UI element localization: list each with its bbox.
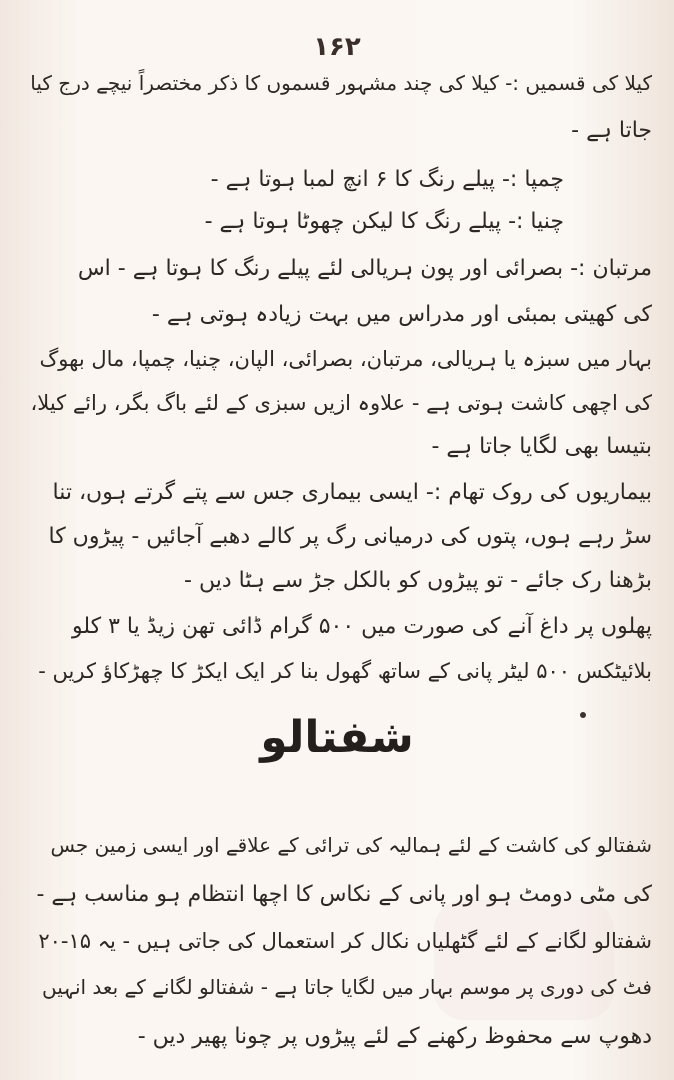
page-stain — [434, 900, 614, 1020]
page-number: ۱۶۲ — [313, 32, 361, 62]
text-line: کی اچھی کاشت ہوتی ہے - علاوہ ازیں سبزی کے لئے باگ بگر، رائے کیلا، — [30, 391, 652, 415]
text-line: بہار میں سبزہ یا ہریالی، مرتبان، بصرائی، الپان، چنیا، چمپا، مال بھوگ — [39, 347, 652, 371]
section-heading: شفتالو — [260, 712, 414, 763]
text-line: کی کھیتی بمبئی اور مدراس میں بہت زیادہ ہوتی ہے - — [151, 302, 652, 327]
text-line: شفتالو کی کاشت کے لئے ہمالیہ کی ترائی کے علاقے اور ایسی زمین جس — [50, 833, 652, 857]
text-line: دھوپ سے محفوظ رکھنے کے لئے پیڑوں پر چونا پھیر دیں - — [137, 1024, 652, 1049]
text-line: کی مٹی دومٹ ہو اور پانی کے نکاس کا اچھا انتظام ہو مناسب ہے - — [36, 882, 652, 907]
text-line: شفتالو لگانے کے لئے گٹھلیاں نکال کر استعمال کی جاتی ہیں - یہ ۱۵-۲۰ — [38, 929, 652, 953]
text-line: سڑ رہے ہوں، پتوں کی درمیانی رگ پر کالے دھبے آجائیں - پیڑوں کا — [48, 524, 652, 549]
text-line: فٹ کی دوری پر موسم بہار میں لگایا جاتا ہے - شفتالو لگانے کے بعد انہیں — [41, 975, 652, 999]
text-line: چنیا :- پیلے رنگ کا لیکن چھوٹا ہوتا ہے - — [204, 209, 564, 234]
text-line: بلائیٹکس ۵۰۰ لیٹر پانی کے ساتھ گھول بنا کر ایک ایکڑ کا چھڑکاؤ کریں - — [38, 659, 652, 683]
text-line: پھلوں پر داغ آنے کی صورت میں ۵۰۰ گرام ڈائی تھن زیڈ یا ۳ کلو — [71, 614, 652, 639]
text-line: کیلا کی قسمیں :- کیلا کی چند مشہور قسموں کا ذکر مختصراً نیچے درج کیا — [30, 71, 652, 95]
text-line: بڑھنا رک جائے - تو پیڑوں کو بالکل جڑ سے ہٹا دیں - — [184, 568, 652, 593]
text-line: بتیسا بھی لگایا جاتا ہے - — [431, 434, 652, 459]
text-line: مرتبان :- بصرائی اور پون ہریالی لئے پیلے رنگ کا ہوتا ہے - اس — [77, 256, 652, 281]
text-line: چمپا :- پیلے رنگ کا ۶ انچ لمبا ہوتا ہے - — [210, 167, 564, 192]
text-line: بیماریوں کی روک تھام :- ایسی بیماری جس سے پتے گرتے ہوں، تنا — [52, 480, 652, 505]
text-line: جاتا ہے - — [571, 118, 652, 143]
